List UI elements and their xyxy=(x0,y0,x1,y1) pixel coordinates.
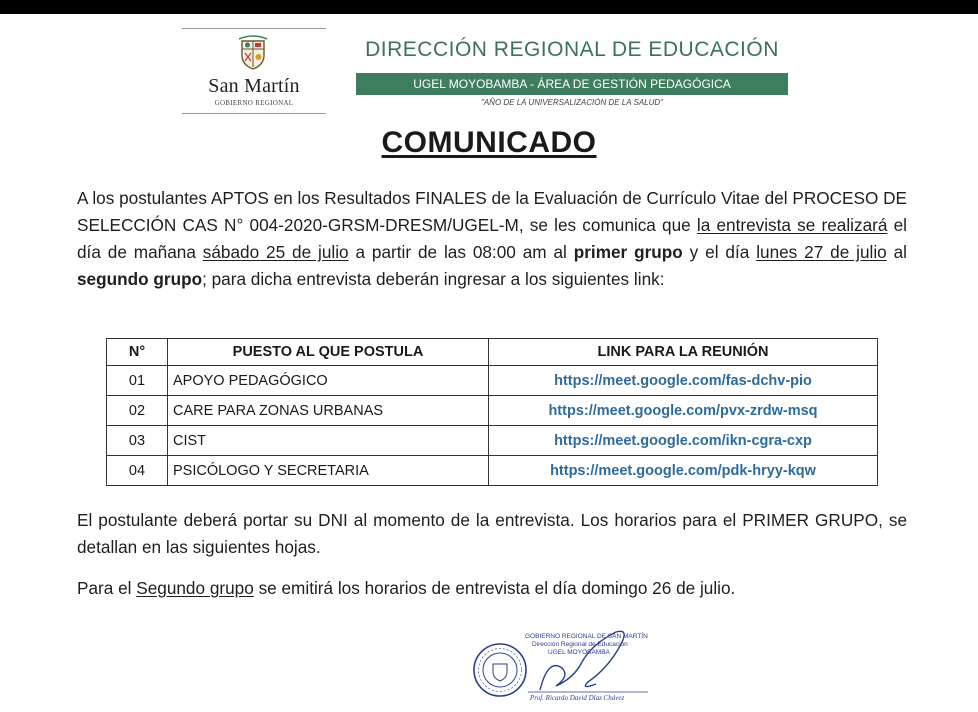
dni-note: El postulante deberá portar su DNI al momento de la entrevista. Los horarios para el PRIMER GRUPO, se detallan en las siguientes hojas. xyxy=(77,510,907,557)
table-row xyxy=(107,456,878,486)
row-number: 02 xyxy=(107,396,168,426)
table-row xyxy=(107,366,878,396)
row-number: 03 xyxy=(107,426,168,456)
position-name: CIST xyxy=(168,426,489,456)
column-header: PUESTO AL QUE POSTULA xyxy=(168,339,489,366)
underlined-text: Segundo grupo xyxy=(136,578,254,598)
meeting-link[interactable]: https://meet.google.com/pdk-hryy-kqw xyxy=(489,456,878,486)
second-group-note: Para el Segundo grupo se emitirá los horarios de entrevista el día domingo 26 de julio. xyxy=(77,578,736,598)
year-slogan: "AÑO DE LA UNIVERSALIZACIÓN DE LA SALUD" xyxy=(480,98,664,107)
region-name: San Martín xyxy=(208,75,300,97)
top-black-bar xyxy=(0,0,978,14)
underlined-date: sábado 25 de julio xyxy=(202,242,349,262)
institution-title: DIRECCIÓN REGIONAL DE EDUCACIÓN xyxy=(365,38,779,61)
column-header: N° xyxy=(107,339,168,366)
bold-group: segundo grupo xyxy=(77,269,203,289)
official-stamp xyxy=(470,628,660,712)
position-name: CARE PARA ZONAS URBANAS xyxy=(168,396,489,426)
column-header: LINK PARA LA REUNIÓN xyxy=(489,339,878,366)
meeting-link[interactable]: https://meet.google.com/fas-dchv-pio xyxy=(489,366,878,396)
seal-icon xyxy=(474,644,526,696)
coat-of-arms-icon xyxy=(236,35,270,71)
stamp-line: UGEL MOYOBAMBA xyxy=(548,649,610,656)
meeting-link[interactable]: https://meet.google.com/ikn-cgra-cxp xyxy=(489,426,878,456)
table-header-row xyxy=(107,339,878,366)
position-name: APOYO PEDAGÓGICO xyxy=(168,366,489,396)
unit-bar: UGEL MOYOBAMBA - ÁREA DE GESTIÓN PEDAGÓGICA xyxy=(356,73,788,95)
intro-paragraph: A los postulantes APTOS en los Resultados FINALES de la Evaluación de Currículo Vitae del PROCESO DE SELECCIÓN CAS N° 004-2020-GRSM-DRESM/UGEL-M, se les comunica que la entrevista se realizará el día de mañana sábado 25 de julio a partir de las 08:00 am al primer grupo y el día lunes 27 de julio al segundo grupo; para dicha entrevista deberán ingresar a los siguientes link: xyxy=(77,188,907,289)
row-number: 01 xyxy=(107,366,168,396)
document-title: COMUNICADO xyxy=(381,126,597,159)
position-name: PSICÓLOGO Y SECRETARIA xyxy=(168,456,489,486)
stamp-line: Dirección Regional de Educación xyxy=(532,641,628,648)
meeting-links-table xyxy=(106,338,878,486)
stamp-line: GOBIERNO REGIONAL DE SAN MARTÍN xyxy=(525,633,648,640)
meeting-link[interactable]: https://meet.google.com/pvx-zrdw-msq xyxy=(489,396,878,426)
regional-logo xyxy=(182,28,326,114)
table-row xyxy=(107,396,878,426)
underlined-date: lunes 27 de julio xyxy=(756,242,887,262)
region-subtitle: GOBIERNO REGIONAL xyxy=(214,99,294,107)
row-number: 04 xyxy=(107,456,168,486)
signer-name: Prof. Ricardo David Díaz Chávez xyxy=(530,694,625,702)
bold-group: primer grupo xyxy=(573,242,683,262)
underlined-text: la entrevista se realizará xyxy=(696,215,888,235)
table-row xyxy=(107,426,878,456)
